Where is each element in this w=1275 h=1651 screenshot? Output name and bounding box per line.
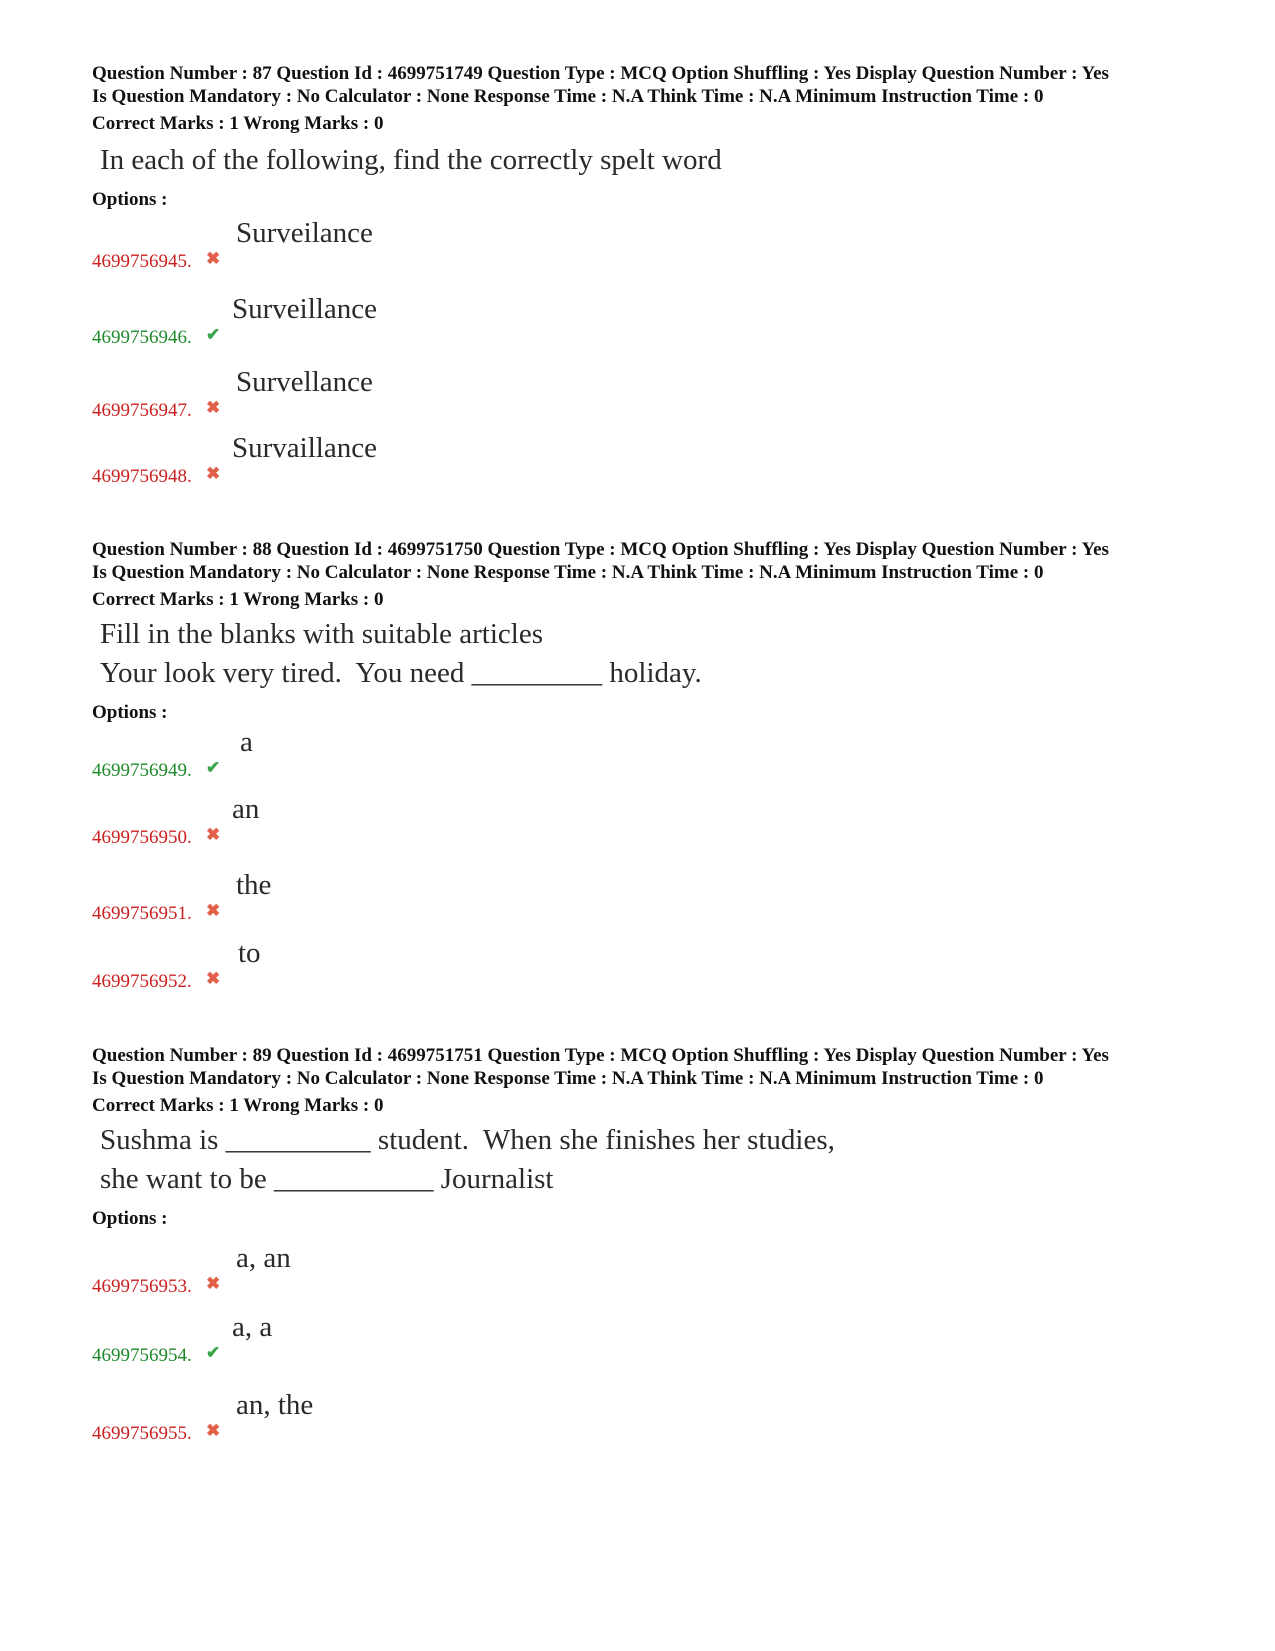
question-block [92, 62, 1212, 211]
check-icon: ✔ [206, 758, 221, 777]
option-item [92, 1389, 692, 1444]
cross-icon: ✖ [206, 901, 221, 920]
stem-line: Your look very tired. You need _________ holiday. [100, 657, 702, 689]
option-text: a [240, 726, 253, 758]
option-text: an [232, 793, 260, 825]
options-label: Options : [92, 702, 168, 723]
option-id: 4699756946. [92, 327, 192, 348]
cross-icon: ✖ [206, 969, 221, 988]
option-id: 4699756948. [92, 466, 192, 487]
option-id: 4699756952. [92, 971, 192, 992]
cross-icon: ✖ [206, 825, 221, 844]
question-meta-line-2: Is Question Mandatory : No Calculator : None Response Time : N.A Think Time : N.A Minimum Instruction Time : 0 [92, 1068, 1044, 1089]
option-item [92, 937, 692, 992]
stem-line: she want to be ___________ Journalist [100, 1163, 554, 1195]
option-text: a, an [236, 1242, 291, 1274]
option-item [92, 869, 692, 924]
question-block [92, 1044, 1212, 1230]
question-meta-line-2: Is Question Mandatory : No Calculator : None Response Time : N.A Think Time : N.A Minimum Instruction Time : 0 [92, 86, 1044, 107]
question-marks: Correct Marks : 1 Wrong Marks : 0 [92, 589, 384, 610]
question-stem [100, 141, 1212, 180]
question-meta-line-2: Is Question Mandatory : No Calculator : None Response Time : N.A Think Time : N.A Minimum Instruction Time : 0 [92, 562, 1044, 583]
cross-icon: ✖ [206, 249, 221, 268]
question-stem [100, 615, 1212, 693]
question-block [92, 538, 1212, 724]
option-text: Survaillance [232, 432, 377, 464]
option-text: a, a [232, 1311, 273, 1343]
check-icon: ✔ [206, 1343, 221, 1362]
question-marks: Correct Marks : 1 Wrong Marks : 0 [92, 113, 384, 134]
question-meta-line-1: Question Number : 88 Question Id : 4699751750 Question Type : MCQ Option Shuffling : Yes Display Question Number : Yes [92, 539, 1109, 560]
option-id: 4699756947. [92, 400, 192, 421]
option-id: 4699756953. [92, 1276, 192, 1297]
option-text: an, the [236, 1389, 314, 1421]
cross-icon: ✖ [206, 464, 221, 483]
stem-line: Fill in the blanks with suitable articles [100, 618, 543, 650]
options-label: Options : [92, 189, 168, 210]
question-meta-line-1: Question Number : 87 Question Id : 4699751749 Question Type : MCQ Option Shuffling : Yes Display Question Number : Yes [92, 63, 1109, 84]
option-item [92, 217, 692, 272]
cross-icon: ✖ [206, 398, 221, 417]
option-id: 4699756950. [92, 827, 192, 848]
option-id: 4699756949. [92, 760, 192, 781]
option-item [92, 726, 692, 781]
option-item [92, 1311, 692, 1366]
question-marks: Correct Marks : 1 Wrong Marks : 0 [92, 1095, 384, 1116]
option-item [92, 293, 692, 348]
option-text: Survellance [236, 366, 373, 398]
check-icon: ✔ [206, 325, 221, 344]
option-text: the [236, 869, 272, 901]
option-text: to [238, 937, 261, 969]
options-label: Options : [92, 1208, 168, 1229]
question-stem [100, 1121, 1212, 1199]
option-text: Surveilance [236, 217, 373, 249]
stem-line: Sushma is __________ student. When she finishes her studies, [100, 1124, 835, 1156]
question-meta-line-1: Question Number : 89 Question Id : 4699751751 Question Type : MCQ Option Shuffling : Yes Display Question Number : Yes [92, 1045, 1109, 1066]
option-item [92, 432, 692, 487]
cross-icon: ✖ [206, 1274, 221, 1293]
cross-icon: ✖ [206, 1421, 221, 1440]
option-id: 4699756945. [92, 251, 192, 272]
option-item [92, 793, 692, 848]
option-item [92, 1242, 692, 1297]
option-id: 4699756951. [92, 903, 192, 924]
option-id: 4699756955. [92, 1423, 192, 1444]
stem-line: In each of the following, find the correctly spelt word [100, 144, 722, 176]
option-text: Surveillance [232, 293, 377, 325]
option-item [92, 366, 692, 421]
option-id: 4699756954. [92, 1345, 192, 1366]
